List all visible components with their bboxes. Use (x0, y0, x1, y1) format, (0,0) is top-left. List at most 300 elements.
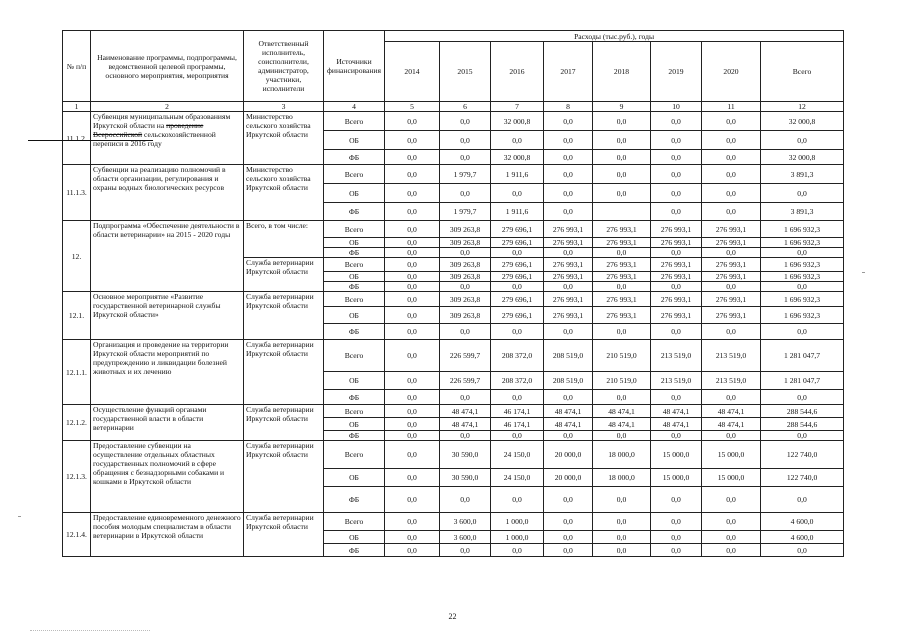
item-executor: Служба ветеринарии Иркутской области (244, 258, 324, 292)
column-index-cell: 1 (63, 102, 91, 112)
col-header-name: Наименование программы, подпрограммы, ведомственной целевой программы, основного мероприятия, мероприятия (91, 31, 244, 102)
column-index-cell: 3 (244, 102, 324, 112)
year-value-cell: 0,0 (593, 150, 651, 165)
year-value-cell: 0,0 (651, 184, 702, 203)
item-number: 12.1.1. (63, 340, 91, 405)
year-value-cell: 0,0 (440, 184, 491, 203)
page-number: 22 (448, 612, 457, 621)
expenses-table (62, 30, 844, 557)
col-header-year: 2020 (702, 42, 761, 102)
year-value-cell: 0,0 (593, 324, 651, 340)
year-value-cell: 0,0 (385, 248, 440, 258)
year-value-cell: 0,0 (593, 282, 651, 292)
year-value-cell: 0,0 (440, 282, 491, 292)
funding-source: Всего (324, 441, 385, 469)
year-value-cell: 0,0 (385, 340, 440, 372)
table-row (63, 513, 844, 531)
year-value-cell: 0,0 (491, 131, 544, 150)
col-header-expenses: Расходы (тыс.руб.), годы (385, 31, 844, 42)
year-value-cell: 0,0 (385, 531, 440, 544)
year-value-cell: 15 000,0 (651, 441, 702, 469)
year-value-cell: 0,0 (651, 324, 702, 340)
year-value-cell: 24 150,0 (491, 469, 544, 487)
year-value-cell: 0,0 (491, 248, 544, 258)
year-value-cell: 48 474,1 (593, 418, 651, 431)
table-row (63, 292, 844, 307)
funding-source: ФБ (324, 150, 385, 165)
year-value-cell: 276 993,1 (702, 238, 761, 248)
year-value-cell: 0,0 (440, 248, 491, 258)
year-value-cell: 208 372,0 (491, 340, 544, 372)
total-cell: 122 740,0 (761, 469, 844, 487)
year-value-cell: 0,0 (440, 324, 491, 340)
funding-source: ФБ (324, 324, 385, 340)
item-name: Осуществление функций органами государственной власти в области ветеринарии (91, 405, 244, 441)
funding-source: ОБ (324, 531, 385, 544)
year-value-cell: 0,0 (440, 431, 491, 441)
year-value-cell: 0,0 (702, 203, 761, 221)
column-index-cell: 11 (702, 102, 761, 112)
year-value-cell: 15 000,0 (702, 469, 761, 487)
funding-source: Всего (324, 292, 385, 307)
year-value-cell: 48 474,1 (702, 405, 761, 418)
total-cell: 1 696 932,3 (761, 238, 844, 248)
year-value-cell: 48 474,1 (702, 418, 761, 431)
year-value-cell: 0,0 (544, 184, 593, 203)
funding-source: Всего (324, 513, 385, 531)
year-value-cell: 3 600,0 (440, 531, 491, 544)
year-value-cell: 0,0 (702, 487, 761, 513)
year-value-cell: 309 263,8 (440, 258, 491, 272)
item-name: Предоставление единовременного денежного пособия молодым специалистам в области ветеринарии в Иркутской области (91, 513, 244, 557)
year-value-cell: 20 000,0 (544, 469, 593, 487)
year-value-cell: 0,0 (544, 487, 593, 513)
year-value-cell: 276 993,1 (702, 292, 761, 307)
year-value-cell: 276 993,1 (651, 238, 702, 248)
item-executor: Служба ветеринарии Иркутской области (244, 513, 324, 557)
year-value-cell: 0,0 (651, 531, 702, 544)
item-name (91, 112, 244, 165)
year-value-cell: 0,0 (385, 282, 440, 292)
year-value-cell: 0,0 (593, 112, 651, 131)
year-value-cell: 0,0 (385, 405, 440, 418)
year-value-cell: 48 474,1 (544, 418, 593, 431)
strike-through-line (28, 140, 153, 141)
table-row (63, 221, 844, 238)
table-row (63, 112, 844, 131)
year-value-cell: 309 263,8 (440, 221, 491, 238)
year-value-cell: 1 000,0 (491, 531, 544, 544)
column-index-cell: 12 (761, 102, 844, 112)
year-value-cell: 276 993,1 (702, 258, 761, 272)
funding-source: ФБ (324, 203, 385, 221)
year-value-cell: 309 263,8 (440, 292, 491, 307)
column-index-cell: 8 (544, 102, 593, 112)
year-value-cell: 20 000,0 (544, 441, 593, 469)
year-value-cell: 0,0 (440, 150, 491, 165)
year-value-cell: 0,0 (593, 487, 651, 513)
funding-source: ОБ (324, 184, 385, 203)
year-value-cell: 276 993,1 (702, 272, 761, 282)
year-value-cell: 0,0 (491, 282, 544, 292)
funding-source: ОБ (324, 418, 385, 431)
year-value-cell: 276 993,1 (651, 258, 702, 272)
year-value-cell: 0,0 (385, 390, 440, 405)
year-value-cell: 1 979,7 (440, 165, 491, 184)
year-value-cell (593, 203, 651, 221)
funding-source: ФБ (324, 487, 385, 513)
year-value-cell: 276 993,1 (593, 221, 651, 238)
year-value-cell: 0,0 (702, 131, 761, 150)
year-value-cell: 30 590,0 (440, 469, 491, 487)
column-index-cell: 9 (593, 102, 651, 112)
year-value-cell: 208 519,0 (544, 372, 593, 390)
year-value-cell: 0,0 (385, 221, 440, 238)
year-value-cell: 276 993,1 (702, 221, 761, 238)
total-cell: 1 281 047,7 (761, 340, 844, 372)
year-value-cell: 0,0 (385, 513, 440, 531)
year-value-cell: 0,0 (702, 390, 761, 405)
table-row (63, 441, 844, 469)
year-value-cell: 0,0 (651, 248, 702, 258)
year-value-cell: 0,0 (440, 487, 491, 513)
funding-source: ОБ (324, 372, 385, 390)
year-value-cell: 0,0 (702, 431, 761, 441)
total-cell: 0,0 (761, 248, 844, 258)
year-value-cell: 276 993,1 (651, 272, 702, 282)
year-value-cell: 309 263,8 (440, 307, 491, 324)
funding-source: ФБ (324, 544, 385, 557)
year-value-cell: 276 993,1 (651, 221, 702, 238)
year-value-cell: 0,0 (544, 112, 593, 131)
year-value-cell: 276 993,1 (544, 238, 593, 248)
column-index-cell: 10 (651, 102, 702, 112)
year-value-cell: 48 474,1 (593, 405, 651, 418)
item-executor: Служба ветеринарии Иркутской области (244, 292, 324, 340)
year-value-cell: 0,0 (385, 150, 440, 165)
year-value-cell: 0,0 (702, 150, 761, 165)
year-value-cell: 0,0 (385, 469, 440, 487)
year-value-cell: 0,0 (385, 272, 440, 282)
item-name: Субвенции на реализацию полномочий в области организации, регулирования и охраны водных биологических ресурсов (91, 165, 244, 221)
funding-source: ФБ (324, 282, 385, 292)
year-value-cell: 0,0 (544, 165, 593, 184)
total-cell: 32 000,8 (761, 150, 844, 165)
funding-source: Всего (324, 258, 385, 272)
column-index-cell: 7 (491, 102, 544, 112)
year-value-cell: 0,0 (702, 112, 761, 131)
year-value-cell: 0,0 (544, 544, 593, 557)
year-value-cell: 0,0 (385, 441, 440, 469)
year-value-cell: 0,0 (385, 418, 440, 431)
year-value-cell: 0,0 (440, 112, 491, 131)
year-value-cell: 24 150,0 (491, 441, 544, 469)
year-value-cell: 0,0 (385, 324, 440, 340)
year-value-cell: 276 993,1 (593, 238, 651, 248)
year-value-cell: 46 174,1 (491, 418, 544, 431)
year-value-cell: 0,0 (385, 307, 440, 324)
table-row (63, 405, 844, 418)
total-cell: 288 544,6 (761, 405, 844, 418)
year-value-cell: 276 993,1 (651, 292, 702, 307)
year-value-cell: 0,0 (440, 131, 491, 150)
col-header-num: № п/п (63, 31, 91, 102)
year-value-cell: 1 911,6 (491, 203, 544, 221)
year-value-cell: 0,0 (491, 544, 544, 557)
col-header-year: 2017 (544, 42, 593, 102)
year-value-cell: 0,0 (593, 513, 651, 531)
year-value-cell: 1 979,7 (440, 203, 491, 221)
year-value-cell: 0,0 (702, 324, 761, 340)
year-value-cell: 48 474,1 (440, 418, 491, 431)
year-value-cell: 1 000,0 (491, 513, 544, 531)
item-executor: Министерство сельского хозяйства Иркутской области (244, 112, 324, 165)
total-cell: 4 600,0 (761, 531, 844, 544)
year-value-cell: 309 263,8 (440, 238, 491, 248)
year-value-cell: 0,0 (440, 544, 491, 557)
year-value-cell: 0,0 (651, 390, 702, 405)
column-index-cell: 2 (91, 102, 244, 112)
year-value-cell: 0,0 (544, 513, 593, 531)
year-value-cell: 0,0 (593, 165, 651, 184)
year-value-cell: 0,0 (491, 184, 544, 203)
year-value-cell: 279 696,1 (491, 238, 544, 248)
year-value-cell: 0,0 (593, 184, 651, 203)
year-value-cell: 0,0 (651, 431, 702, 441)
year-value-cell: 0,0 (651, 150, 702, 165)
year-value-cell: 276 993,1 (544, 258, 593, 272)
funding-source: ФБ (324, 390, 385, 405)
year-value-cell: 0,0 (385, 544, 440, 557)
item-name: Организация и проведение на территории Иркутской области мероприятий по предупреждению и ликвидации болезней животных и их лечению (91, 340, 244, 405)
year-value-cell: 0,0 (702, 282, 761, 292)
year-value-cell: 279 696,1 (491, 292, 544, 307)
year-value-cell: 1 911,6 (491, 165, 544, 184)
total-cell: 1 696 932,3 (761, 258, 844, 272)
year-value-cell: 276 993,1 (651, 307, 702, 324)
year-value-cell: 0,0 (651, 112, 702, 131)
funding-source: ОБ (324, 469, 385, 487)
year-value-cell: 0,0 (544, 248, 593, 258)
column-index-cell: 5 (385, 102, 440, 112)
year-value-cell: 279 696,1 (491, 221, 544, 238)
funding-source: Всего (324, 221, 385, 238)
total-cell: 288 544,6 (761, 418, 844, 431)
scan-artifact (862, 272, 865, 273)
year-value-cell: 0,0 (593, 544, 651, 557)
year-value-cell: 0,0 (702, 544, 761, 557)
item-executor: Министерство сельского хозяйства Иркутской области (244, 165, 324, 221)
year-value-cell: 0,0 (385, 487, 440, 513)
total-cell: 0,0 (761, 184, 844, 203)
year-value-cell: 0,0 (544, 203, 593, 221)
year-value-cell: 18 000,0 (593, 441, 651, 469)
total-cell: 1 281 047,7 (761, 372, 844, 390)
year-value-cell: 15 000,0 (651, 469, 702, 487)
funding-source: ОБ (324, 238, 385, 248)
year-value-cell: 32 000,8 (491, 112, 544, 131)
item-number: 12.1.2. (63, 405, 91, 441)
year-value-cell: 226 599,7 (440, 372, 491, 390)
item-number: 11.1.2. (63, 112, 91, 165)
col-header-year: 2016 (491, 42, 544, 102)
year-value-cell: 0,0 (593, 131, 651, 150)
year-value-cell: 0,0 (440, 390, 491, 405)
table-row (63, 340, 844, 372)
total-cell: 122 740,0 (761, 441, 844, 469)
year-value-cell: 0,0 (385, 112, 440, 131)
col-header-source: Источники финансирования (324, 31, 385, 102)
total-cell: 0,0 (761, 487, 844, 513)
year-value-cell: 276 993,1 (593, 272, 651, 282)
funding-source: ФБ (324, 248, 385, 258)
item-name-part: Субвенция муниципальным образованиям Иркутской области на (93, 112, 231, 130)
scan-artifact (18, 516, 21, 517)
year-value-cell: 0,0 (544, 150, 593, 165)
item-name: Предоставление субвенции на осуществление отдельных областных государственных полномочий в сфере обращения с безнадзорными собаками и кошками в Иркутской области (91, 441, 244, 513)
year-value-cell: 0,0 (651, 544, 702, 557)
total-cell: 0,0 (761, 390, 844, 405)
total-cell: 0,0 (761, 431, 844, 441)
total-cell: 0,0 (761, 282, 844, 292)
col-header-year: 2014 (385, 42, 440, 102)
total-cell: 1 696 932,3 (761, 307, 844, 324)
year-value-cell: 0,0 (702, 165, 761, 184)
item-name-part: сельскохозяйственной переписи в 2016 году (93, 130, 216, 148)
year-value-cell: 208 519,0 (544, 340, 593, 372)
year-value-cell: 0,0 (385, 203, 440, 221)
year-value-cell: 0,0 (544, 282, 593, 292)
year-value-cell: 276 993,1 (593, 292, 651, 307)
funding-source: Всего (324, 112, 385, 131)
item-executor: Служба ветеринарии Иркутской области (244, 405, 324, 441)
year-value-cell: 32 000,8 (491, 150, 544, 165)
total-cell: 3 891,3 (761, 165, 844, 184)
year-value-cell: 0,0 (593, 390, 651, 405)
year-value-cell: 276 993,1 (593, 307, 651, 324)
year-value-cell: 0,0 (385, 238, 440, 248)
year-value-cell: 210 519,0 (593, 372, 651, 390)
year-value-cell: 213 519,0 (651, 340, 702, 372)
total-cell: 0,0 (761, 544, 844, 557)
table-row (63, 165, 844, 184)
funding-source: ФБ (324, 431, 385, 441)
year-value-cell: 0,0 (651, 165, 702, 184)
total-cell: 3 891,3 (761, 203, 844, 221)
year-value-cell: 279 696,1 (491, 307, 544, 324)
year-value-cell: 0,0 (702, 513, 761, 531)
total-cell: 4 600,0 (761, 513, 844, 531)
scan-artifact (30, 630, 150, 632)
funding-source: ОБ (324, 272, 385, 282)
item-executor: Служба ветеринарии Иркутской области (244, 441, 324, 513)
year-value-cell: 0,0 (385, 431, 440, 441)
year-value-cell: 276 993,1 (544, 307, 593, 324)
total-cell: 0,0 (761, 324, 844, 340)
item-executor: Служба ветеринарии Иркутской области (244, 340, 324, 405)
year-value-cell: 18 000,0 (593, 469, 651, 487)
year-value-cell: 48 474,1 (651, 405, 702, 418)
col-header-year: 2015 (440, 42, 491, 102)
year-value-cell: 0,0 (385, 258, 440, 272)
total-cell: 0,0 (761, 131, 844, 150)
funding-source: ОБ (324, 131, 385, 150)
year-value-cell: 0,0 (544, 131, 593, 150)
year-value-cell: 0,0 (702, 184, 761, 203)
year-value-cell: 213 519,0 (702, 340, 761, 372)
year-value-cell: 213 519,0 (702, 372, 761, 390)
year-value-cell: 0,0 (491, 487, 544, 513)
year-value-cell: 0,0 (651, 513, 702, 531)
year-value-cell: 3 600,0 (440, 513, 491, 531)
item-number: 12.1. (63, 292, 91, 340)
item-number: 12.1.4. (63, 513, 91, 557)
year-value-cell: 0,0 (385, 372, 440, 390)
year-value-cell: 309 263,8 (440, 272, 491, 282)
year-value-cell: 0,0 (491, 390, 544, 405)
item-number: 12.1.3. (63, 441, 91, 513)
year-value-cell: 48 474,1 (651, 418, 702, 431)
year-value-cell: 276 993,1 (544, 292, 593, 307)
funding-source: Всего (324, 340, 385, 372)
col-header-year: 2019 (651, 42, 702, 102)
year-value-cell: 0,0 (651, 487, 702, 513)
funding-source: ОБ (324, 307, 385, 324)
year-value-cell: 30 590,0 (440, 441, 491, 469)
year-value-cell: 0,0 (544, 431, 593, 441)
total-cell: 1 696 932,3 (761, 292, 844, 307)
year-value-cell: 0,0 (593, 431, 651, 441)
year-value-cell: 0,0 (385, 184, 440, 203)
total-cell: 32 000,8 (761, 112, 844, 131)
year-value-cell: 0,0 (491, 431, 544, 441)
year-value-cell: 213 519,0 (651, 372, 702, 390)
item-executor: Всего, в том числе: (244, 221, 324, 258)
total-cell: 1 696 932,3 (761, 272, 844, 282)
item-number: 12. (63, 221, 91, 292)
year-value-cell: 48 474,1 (440, 405, 491, 418)
item-name-part: проведение Всероссийской (93, 121, 204, 139)
item-name: Основное мероприятие «Развитие государственной ветеринарной службы Иркутской области» (91, 292, 244, 340)
year-value-cell: 15 000,0 (702, 441, 761, 469)
funding-source: Всего (324, 405, 385, 418)
funding-source: Всего (324, 165, 385, 184)
year-value-cell: 0,0 (544, 531, 593, 544)
col-header-executor: Ответственный исполнитель, соисполнители, администратор, участники, исполнители (244, 31, 324, 102)
year-value-cell: 210 519,0 (593, 340, 651, 372)
year-value-cell: 279 696,1 (491, 272, 544, 282)
year-value-cell: 276 993,1 (544, 272, 593, 282)
year-value-cell: 46 174,1 (491, 405, 544, 418)
year-value-cell: 0,0 (651, 131, 702, 150)
year-value-cell: 0,0 (651, 282, 702, 292)
col-header-year: 2018 (593, 42, 651, 102)
year-value-cell: 276 993,1 (593, 258, 651, 272)
year-value-cell: 279 696,1 (491, 258, 544, 272)
year-value-cell: 0,0 (702, 248, 761, 258)
year-value-cell: 0,0 (385, 165, 440, 184)
year-value-cell: 0,0 (385, 292, 440, 307)
year-value-cell: 0,0 (702, 531, 761, 544)
column-index-cell: 6 (440, 102, 491, 112)
column-index-cell: 4 (324, 102, 385, 112)
year-value-cell: 0,0 (544, 390, 593, 405)
year-value-cell: 0,0 (593, 248, 651, 258)
year-value-cell: 276 993,1 (544, 221, 593, 238)
year-value-cell: 208 372,0 (491, 372, 544, 390)
item-name: Подпрограмма «Обеспечение деятельности в области ветеринарии» на 2015 - 2020 годы (91, 221, 244, 292)
year-value-cell: 0,0 (491, 324, 544, 340)
